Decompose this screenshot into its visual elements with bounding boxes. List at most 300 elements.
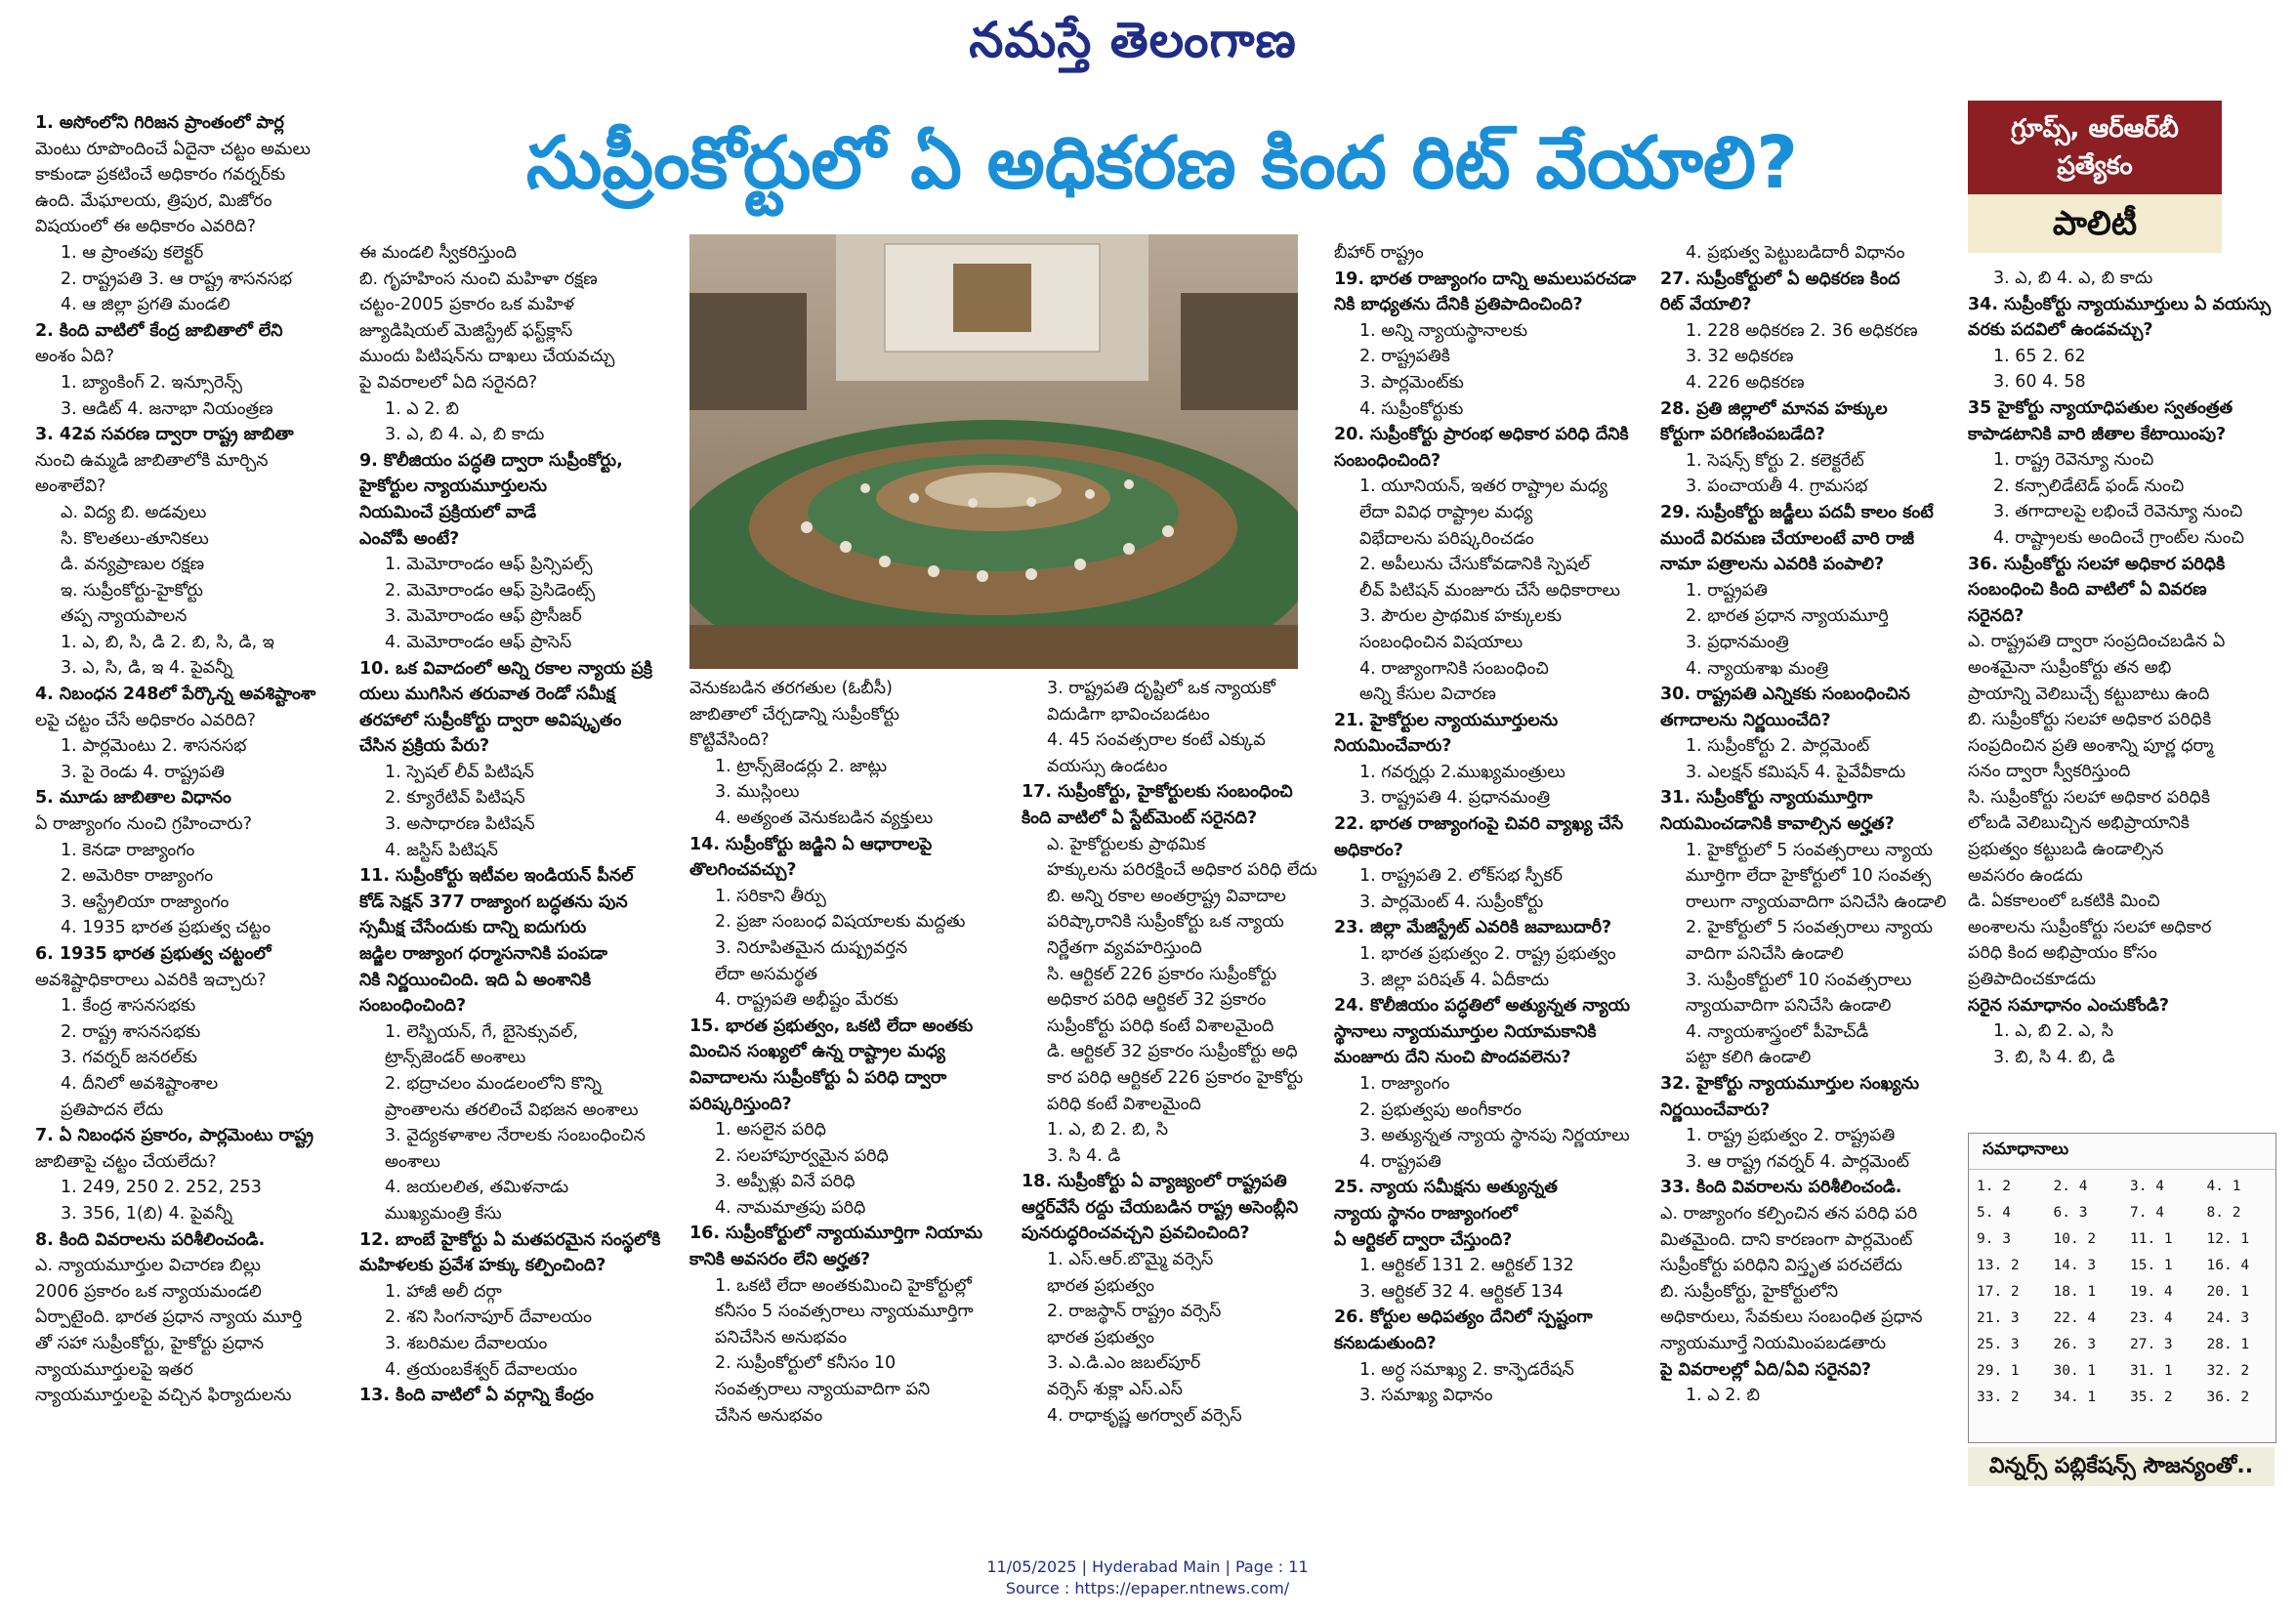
answer-option: 1. ఆర్టికల్ 131 2. ఆర్టికల్ 132 [1359,1256,1574,1276]
question-text: 11. సుప్రీంకోర్టు ఇటీవల ఇండియన్ పీనల్ [359,866,634,887]
answer-option: 2. క్యూరేటివ్ పిటిషన్ [385,788,525,809]
answer-cell: 5. 4 [1977,1205,2011,1221]
answer-option: భారత ప్రభుత్వం [1047,1327,1154,1348]
question-text: ఆర్డర్‌వేసే రద్దు చేయబడిన రాష్ట్ర అసెంబ్లీని [1022,1197,1299,1218]
question-text: తొలగించవచ్చు? [689,860,797,881]
question-body: ఎ. రాష్ట్రపతి ద్వారా సంప్రదించబడిన ఏ [1968,632,2226,652]
question-text: 22. భారత రాజ్యాంగంపై చివరి వ్యాఖ్య చేసే [1334,814,1624,835]
question-text: ఎంవోపీ అంటే? [359,528,460,549]
answer-option: 3. 32 అధికరణ [1686,347,1794,367]
answer-cell: 26. 3 [2053,1337,2097,1352]
answer-option: 4. జయలలిత, తమిళనాడు [385,1178,569,1198]
answer-option: 3. అసాధారణ పిటిషన్ [385,814,535,835]
answer-option: 2. అమెరికా రాజ్యాంగం [61,866,214,887]
answer-cell: 1. 2 [1977,1179,2011,1194]
answer-option: 3. ముస్లింలు [715,782,800,803]
answer-option: 1. అర్ధ సమాఖ్య 2. కాన్ఫెడరేషన్ [1359,1359,1574,1380]
answer-option: 3. ఆడిట్ 4. జనాభా నియంత్రణ [61,398,273,419]
answer-option: 4. రాష్ట్రపతి అభీష్టం మేరకు [715,990,898,1011]
question-text: నియమించడానికి కావాల్సిన అర్హత? [1660,814,1895,835]
answer-option: సుప్రీంకోర్టు పరిధి కంటే విశాలమైంది [1047,1016,1274,1036]
answer-option: 1. గవర్నర్లు 2.ముఖ్యమంత్రులు [1359,762,1565,782]
answer-option: 1. భారత ప్రభుత్వం 2. రాష్ట్ర ప్రభుత్వం [1359,944,1616,965]
question-text: 29. సుప్రీంకోర్టు జడ్జీలు పదవీ కాలం కంటే [1660,502,1934,522]
question-body: బి. సుప్రీంకోర్టు, హైకోర్టులోని [1660,1281,1838,1302]
question-text: వివాదాలను సుప్రీంకోర్టు ఏ పరిధి ద్వారా [689,1067,947,1088]
answer-cell: 6. 3 [2053,1205,2088,1221]
answer-option: 1. రాష్ట్ర ప్రభుత్వం 2. రాష్ట్రపతి [1686,1126,1896,1146]
question-text: 27. సుప్రీంకోర్టులో ఏ అధికరణ కింద [1660,269,1900,289]
answer-option: 1. రాజ్యాంగం [1359,1074,1450,1094]
answer-option: 1. కేంద్ర శాసనసభకు [61,996,196,1016]
parliament-hall-photo [689,234,1298,669]
answer-cell: 29. 1 [1977,1363,2020,1379]
question-body: అంశాలను సుప్రీంకోర్టు సలహా అధికార [1968,917,2212,937]
answer-option: పరిధి కంటే విశాలమైంది [1047,1094,1201,1114]
question-body: తో సహా సుప్రీంకోర్టు, హైకోర్టు ప్రధాన [35,1333,265,1353]
question-body: వెనుకబడిన తరగతుల (ఓబీసీ) [689,679,893,698]
answer-key-box [1968,1133,2276,1443]
question-text: 28. ప్రతి జిల్లాలో మానవ హక్కుల [1660,398,1888,419]
answer-cell: 20. 1 [2206,1284,2250,1300]
question-text: మహిళలకు ప్రవేశ హక్కు కల్పించింది? [359,1256,606,1276]
answer-option: ముఖ్యమంత్రి కేసు [385,1203,502,1224]
question-text: 7. ఏ నిబంధన ప్రకారం, పార్లమెంటు రాష్ట్ర [35,1126,313,1146]
question-text: చేసిన ప్రక్రియ పేరు? [359,736,490,757]
answer-option: 4. జస్టిస్ పిటిషన్ [385,840,498,860]
answer-option: 3. సమాఖ్య విధానం [1359,1386,1493,1406]
question-body: సి. సుప్రీంకోర్టు సలహా అధికార పరిధికి [1968,787,2210,808]
question-text: సంబంధించింది? [359,996,467,1016]
answer-option: 3. ప్రధానమంత్రి [1686,632,1789,652]
answer-option: 1. స్పెషల్ లీవ్ పిటిషన్ [385,762,534,782]
question-text: 9. కొలీజియం పద్ధతి ద్వారా సుప్రీంకోర్టు, [359,450,623,471]
question-text: నియమించే ప్రక్రియలో వాడే [359,502,537,522]
answer-option: 3. మెమోరాండం ఆఫ్ ప్రొసీజర్ [385,606,582,627]
answer-option: ఎ. హైకోర్టులకు ప్రాథమిక [1047,834,1206,854]
answer-option: లేదా వివిధ రాష్ట్రాల మధ్య [1359,502,1533,522]
answer-option: 2. రాజస్థాన్ రాష్ట్రం వర్సెస్ [1047,1302,1222,1322]
answer-option: అన్ని కేసుల విచారణ [1359,685,1496,705]
answer-option: 2. సుప్రీంకోర్టులో కనీసం 10 [715,1353,897,1374]
answer-option: 4. ఆ జిల్లా ప్రగతి మండలి [61,295,230,315]
answer-option: విదుడిగా భావించబడటం [1047,704,1210,725]
publisher-credit: విన్నర్స్ పబ్లికేషన్స్ సౌజన్యంతో.. [1968,1447,2275,1486]
answer-option: 2. మెమోరాండం ఆఫ్ ప్రెసిడెంట్స్ [385,580,596,601]
answer-row [1969,1174,2275,1200]
answer-option: న్యాయవాదిగా పనిచేసి ఉండాలి [1686,996,1892,1016]
answer-option: 4. నామమాత్రపు పరిధి [715,1197,866,1218]
question-text: 33. కింది వివరాలను పరిశీలించండి. [1660,1178,1902,1198]
answer-option: 2. ప్రజా సంబంధ విషయాలకు మద్దతు [715,912,966,933]
answer-option: 3. ఎలక్షన్ కమిషన్ 4. పైవేవీకాదు [1686,762,1906,782]
question-text: 24. కొలీజియం పద్ధతిలో అత్యున్నత న్యాయ [1334,996,1631,1016]
answer-cell: 8. 2 [2206,1205,2241,1221]
answer-cell: 23. 4 [2130,1310,2173,1326]
answer-option: 4. న్యాయశాస్త్రంలో పీహెచ్‌డీ [1686,1021,1869,1042]
answer-option: 3. అప్పీళ్లు వినే పరిధి [715,1172,856,1192]
question-text: హైకోర్టుల న్యాయమూర్తులను [359,477,548,497]
question-body: పై వివరాలలో ఏది సరైనది? [359,372,538,393]
answer-option: 1. లెస్బియన్, గే, బైసెక్సువల్, [385,1021,579,1042]
question-text: 16. సుప్రీంకోర్టులో న్యాయమూర్తిగా నియామ [689,1224,982,1244]
answer-option: 1. హైకోర్టులో 5 సంవత్సరాలు న్యాయ [1686,840,1934,860]
question-body: ఏ రాజ్యాంగం నుంచి గ్రహించారు? [35,814,253,835]
answer-option: 3. అత్యున్నత న్యాయ స్థానపు నిర్ణయాలు [1359,1126,1630,1146]
answer-cell: 2. 4 [2053,1179,2088,1194]
question-text: 31. సుప్రీంకోర్టు న్యాయమూర్తిగా [1660,788,1873,809]
question-body: లపై చట్టం చేసే అధికారం ఎవరిది? [35,710,257,730]
question-text: 14. సుప్రీంకోర్టు జడ్జిని ఏ ఆధారాలపై [689,834,933,854]
answer-row [1969,1385,2275,1411]
answer-cell: 19. 4 [2130,1284,2173,1300]
question-text: 1. అసోంలోని గిరిజన ప్రాంతంలో పార్ల [35,113,284,133]
question-text: ఏ ఆర్టికల్ ద్వారా చేస్తుంది? [1334,1229,1513,1250]
answer-option: 1. కెనడా రాజ్యాంగం [61,840,195,860]
answer-option: నిర్ణేతగా వ్యవహరిస్తుంది [1047,937,1202,958]
answer-option: ట్రాన్స్‌జెండర్ అంశాలు [385,1048,526,1068]
answer-cell: 9. 3 [1977,1231,2011,1247]
question-body: కొట్టివేసింది? [689,730,770,751]
answer-option: 2. రాష్ట్రపతి 3. ఆ రాష్ట్ర శాసనసభ [61,269,293,289]
answer-option: 1. అన్ని న్యాయస్థానాలకు [1359,320,1528,341]
question-text: 34. సుప్రీంకోర్టు న్యాయమూర్తులు ఏ వయస్సు [1968,294,2272,314]
question-body: ఎ. న్యాయమూర్తుల విచారణ బిల్లు [35,1256,261,1276]
question-text: 3. 42వ సవరణ ద్వారా రాష్ట్ర జాబితా [35,425,294,445]
answer-option: 1. ఎ, బి, సి, డి 2. బి, సి, డి, ఇ [61,632,274,652]
answer-option: 4. రాధాకృష్ణ అగర్వాల్ వర్సెస్ [1047,1405,1242,1426]
question-body: పరిధి కింద అభిప్రాయం కోసం [1968,943,2157,964]
answer-cell: 12. 1 [2206,1231,2250,1247]
answer-row [1969,1253,2275,1279]
question-body: అధికారులు, సేవకులు సంబంధిత ప్రధాన [1660,1307,1923,1328]
answer-option: 4. ప్రభుత్వ పెట్టుబడిదారీ విధానం [1686,243,1905,263]
answer-cell: 11. 1 [2130,1231,2173,1247]
question-text: సరైనది? [1968,605,2025,626]
answer-option: సంవత్సరాలు న్యాయవాదిగా పని [715,1380,931,1400]
answer-option: 4. అత్యంత వెనుకబడిన వ్యక్తులు [715,808,934,828]
answer-row [1969,1226,2275,1253]
answer-option: 3. రాష్ట్రపతి 4. ప్రధానమంత్రి [1359,788,1551,809]
answer-option: 4. రాష్ట్రాలకు అందించే గ్రాంట్‌ల నుంచి [1993,527,2244,548]
answer-option: 1. బ్యాంకింగ్ 2. ఇన్సూరెన్స్ [61,372,242,393]
answer-option: అధికార పరిధి ఆర్టికల్ 32 ప్రకారం [1047,990,1267,1011]
answer-cell: 33. 2 [1977,1390,2020,1405]
question-text: మంజూరు దేని నుంచి పొందవలెను? [1334,1048,1571,1068]
answer-option: 4. సుప్రీంకోర్టుకు [1359,398,1464,419]
answer-option: 3. ఎ.డి.ఎం జబల్‌పూర్ [1047,1353,1201,1374]
answer-option: విభేదాలను పరిష్కరించడం [1359,528,1534,549]
question-body: సనం ద్వారా స్వీకరిస్తుంది [1968,762,2131,782]
answer-option: రాలుగా న్యాయవాదిగా పనిచేసి ఉండాలి [1686,892,1947,912]
answer-option: 1. సరికాని తీర్పు [715,886,826,906]
question-text: యలు ముగిసిన తరువాత రెండో సమీక్ష [359,685,615,705]
question-body: న్యాయమూర్తే నియమింపబడతారు [1660,1333,1887,1353]
answer-option: 4. మెమోరాండం ఆఫ్ ప్రాసెస్ [385,632,572,652]
subject-label: పాలిటీ [1968,194,2222,253]
question-column-3 [689,676,1022,1486]
answer-cell: 13. 2 [1977,1258,2020,1273]
question-text: 2. కింది వాటిలో కేంద్ర జాబితాలో లేని [35,320,283,341]
question-text: 20. సుప్రీంకోర్టు ప్రారంభ అధికార పరిధి దేనికి [1334,425,1629,445]
answer-option: మూర్తిగా లేదా హైకోర్టులో 10 సంవత్స [1686,866,1932,887]
answer-option: 2. రాష్ట్రపతికి [1359,347,1450,367]
question-body: అవసరం ఉండదు [1968,865,2083,886]
answer-option: 1. రాష్ట్రపతి 2. లోక్‌సభ స్పీకర్ [1359,866,1563,887]
question-body: నుంచి ఉమ్మడి జాబితాలోకి మార్చిన [35,450,269,471]
answer-option: 3. గవర్నర్ జనరల్‌కు [61,1048,197,1068]
answer-cell: 24. 3 [2206,1310,2250,1326]
answer-option: 1. ఎ, బి 2. బి, సి [1047,1120,1169,1141]
question-body: జ్యూడిషియల్ మెజిస్ట్రేట్ ఫస్ట్‌క్లాస్ [359,320,573,341]
answer-option: 3. ఆ రాష్ట్ర గవర్నర్ 4. పార్లమెంట్ [1686,1151,1910,1172]
answer-option: 1. ఒకటి లేదా అంతకుమించి హైకోర్టుల్లో [715,1275,972,1296]
question-text: 15. భారత ప్రభుత్వం, ఒకటి లేదా అంతకు [689,1016,974,1036]
answer-option: పరిష్కారానికి సుప్రీంకోర్టు ఒక న్యాయ [1047,912,1284,933]
answer-option: 2. భారత ప్రధాన న్యాయమూర్తి [1686,606,1889,627]
answer-option: 3. సుప్రీంకోర్టులో 10 సంవత్సరాలు [1686,970,1912,990]
question-body: జాబితాపై చట్టం చేయలేదు? [35,1151,217,1172]
question-text: 13. కింది వాటిలో ఏ వర్గాన్ని కేంద్రం [359,1386,594,1406]
newspaper-masthead: నమస్తే తెలంగాణ [969,11,1297,68]
answer-option: ప్రాంతాలను తరలించే విభజన అంశాలు [385,1099,639,1120]
answer-option: 2. భద్రాచలం మండలంలోని కొన్ని [385,1074,603,1094]
answer-option: 4. రాష్ట్రపతి [1359,1151,1441,1172]
answer-option: తప్ప న్యాయపాలన [61,606,188,627]
answer-option: 3. శబరిమల దేవాలయం [385,1333,548,1353]
answer-option: 1. మెమోరాండం ఆఫ్ ప్రిన్సిపల్స్ [385,555,593,575]
answer-option: 3. పౌరుల ప్రాథమిక హక్కులకు [1359,606,1563,627]
question-text: మించిన సంఖ్యలో ఉన్న రాష్ట్రాల మధ్య [689,1042,945,1062]
answer-option: 2. సలహాపూర్వమైన పరిధి [715,1145,889,1166]
question-text: 25. న్యాయ సమీక్షను అత్యున్నత [1334,1178,1558,1198]
question-text: 21. హైకోర్టుల న్యాయమూర్తులను [1334,710,1559,730]
question-text: పై వివరాలల్లో ఏది/ఏవి సరైనవి? [1660,1359,1872,1380]
answer-option: 3. ఆస్ట్రేలియా రాజ్యాంగం [61,892,230,912]
answer-cell: 10. 2 [2053,1231,2097,1247]
question-text: పునరుద్ధరించవచ్చని ప్రవచించింది? [1022,1224,1250,1244]
question-text: స్థానాలు న్యాయమూర్తుల నియామకానికి [1334,1021,1597,1042]
question-text: 18. సుప్రీంకోర్టు ఏ వ్యాజ్యంలో రాష్ట్రపతి [1022,1172,1287,1192]
question-body: సంప్రదించిన ప్రతి అంశాన్ని పూర్ణ ధర్మా [1968,735,2214,756]
answer-option: 2. హైకోర్టులో 5 సంవత్సరాలు న్యాయ [1686,918,1934,938]
question-column-6 [1660,240,1963,1485]
answer-option: 4. త్రయంబకేశ్వర్ దేవాలయం [385,1359,578,1380]
question-text: న్యాయ స్థానం రాజ్యాంగంలో [1334,1203,1518,1224]
answer-option: 3. పై రెండు 4. రాష్ట్రపతి [61,762,225,782]
question-body: మితమైంది. దాని కారణంగా పార్లమెంట్ [1660,1229,1913,1250]
question-text: 36. సుప్రీంకోర్టు సలహా అధికార పరిధికి [1968,554,2226,574]
answer-option: 1. హాజీ అలీ దర్గా [385,1281,502,1302]
answer-option: 1. యూనియన్, ఇతర రాష్ట్రాల మధ్య [1359,477,1608,497]
answer-option: పనిచేసిన అనుభవం [715,1327,847,1348]
question-body: అంశాలేవి? [35,477,106,497]
question-body: అవశిష్టాధికారాలు ఎవరికి ఇచ్చారు? [35,970,267,990]
question-text: 35 హైకోర్టు న్యాయాధిపతుల స్వతంత్రత [1968,397,2233,418]
question-text: 32. హైకోర్టు న్యాయమూర్తుల సంఖ్యను [1660,1074,1920,1094]
answer-cell: 7. 4 [2130,1205,2164,1221]
answer-option: 1. 228 అధికరణ 2. 36 అధికరణ [1686,320,1918,341]
question-text: ముందే విరమణ చేయాలంటే వారి రాజీ [1660,528,1915,549]
question-text: 23. జిల్లా మేజిస్ట్రేట్ ఎవరికి జవాబుదారీ? [1334,918,1612,938]
answer-option: బి. అన్ని రకాల అంతర్రాష్ట్ర వివాదాల [1047,886,1286,906]
answer-option: సి. ఆర్టికల్ 226 ప్రకారం సుప్రీంకోర్టు [1047,964,1277,984]
question-text: 10. ఒక వివాదంలో అన్ని రకాల న్యాయ ప్రక్రి [359,658,652,679]
answer-option: అంశాలు [385,1151,440,1172]
question-text: స్సమీక్ష చేసేందుకు దాన్ని ఐదుగురు [359,918,587,938]
answer-option: 4. రాజ్యాంగానికి సంబంధించి [1359,658,1549,679]
question-body: అంశమైనా సుప్రీంకోర్టు తన అభి [1968,657,2172,678]
question-column-1 [35,110,350,1482]
question-text: 4. నిబంధన 248లో పేర్కొన్న అవశిష్టాంశా [35,685,316,705]
answer-option: ఇ. సుప్రీంకోర్టు-హైకోర్టు [61,580,203,601]
answer-option: వయస్సు ఉండటం [1047,756,1168,776]
footer-source: Source : https://epaper.ntnews.com/ [1005,1579,1290,1597]
answer-cell: 21. 3 [1977,1310,2020,1326]
question-body: డి. ఏకకాలంలో ఒకటికి మించి [1968,892,2160,912]
question-body: న్యాయమూర్తులపై వచ్చిన ఫిర్యాదులను [35,1386,292,1406]
question-text: 17. సుప్రీంకోర్టు, హైకోర్టులకు సంబంధించి [1022,782,1293,803]
question-body: జాబితాలో చేర్చడాన్ని సుప్రీంకోర్టు [689,704,899,725]
question-text: నామా పత్రాలను ఎవరికి పంపాలి? [1660,555,1885,575]
question-text: తరహాలో సుప్రీంకోర్టు ద్వారా అవిష్కృతం [359,710,622,730]
answer-cell: 17. 2 [1977,1284,2020,1300]
answer-cell: 3. 4 [2130,1179,2164,1194]
question-body: 2006 ప్రకారం ఒక న్యాయమండలి [35,1281,262,1302]
answer-option: 3. జిల్లా పరిషత్ 4. ఏదీకాదు [1359,970,1550,990]
question-body: మెంటు రూపొందించే ఏదైనా చట్టం అమలు [35,139,311,159]
answer-option: హక్కులను పరిరక్షించే అధికార పరిధి లేదు [1047,860,1317,881]
answer-option: 2. శని సింగనాపూర్ దేవాలయం [385,1307,593,1328]
question-text: 19. భారత రాజ్యాంగం దాన్ని అమలుపరచడా [1334,269,1637,289]
question-column-4 [1022,676,1324,1486]
footer-date-edition: 11/05/2025 | Hyderabad Main | Page : 11 [986,1557,1309,1576]
answer-cell: 22. 4 [2053,1310,2097,1326]
answer-option: 3. ఎ, సి, డి, ఇ 4. పైవన్నీ [61,658,233,679]
answer-option: కార పరిధి ఆర్టికల్ 226 ప్రకారం హైకోర్టు [1047,1067,1304,1088]
answer-key-table [1969,1174,2275,1411]
answer-row [1969,1358,2275,1385]
question-column-7 [1968,266,2280,1125]
question-body: ప్రాయాన్ని వెలిబుచ్చే కట్టుబాటు ఉంది [1968,684,2210,704]
answer-option: లేదా అసమర్థత [715,964,817,984]
answer-option: 1. ఎ 2. బి [1686,1386,1761,1406]
question-text: తగాదాలను నిర్ణయించేది? [1660,710,1831,730]
answer-option: 3. 356, 1(బి) 4. పైవన్నీ [61,1203,233,1224]
question-text: కాపాడటానికి వారి జీతాల కేటాయింపు? [1968,424,2227,444]
answer-option: సంబంధించిన విషయాలు [1359,632,1524,652]
answer-option: 4. దీనిలో అవశిష్టాంశాల [61,1073,219,1094]
answer-option: కనీసం 5 సంవత్సరాలు న్యాయమూర్తిగా [715,1302,974,1322]
question-text: 5. మూడు జాబితాల విధానం [35,788,231,809]
answer-option: 4. న్యాయశాఖ మంత్రి [1686,658,1829,679]
question-text: నిర్ణయించేవారు? [1660,1099,1771,1120]
answer-option: 3. ఎ, బి 4. ఎ, బి కాదు [385,425,545,445]
answer-cell: 14. 3 [2053,1258,2097,1273]
answer-option: 2. ప్రభుత్వపు అంగీకారం [1359,1099,1522,1120]
answer-option: 3. 60 4. 58 [1993,372,2086,393]
question-body: విషయంలో ఈ అధికారం ఎవరిది? [35,217,257,237]
answer-option: 2. అపీలును చేసుకోవడానికి స్పెషల్ [1359,555,1591,575]
question-text: వరకు పదవిలో ఉండవచ్చు? [1968,320,2153,341]
answer-cell: 28. 1 [2206,1337,2250,1352]
answer-cell: 31. 1 [2130,1363,2173,1379]
answer-cell: 16. 4 [2206,1258,2250,1273]
question-text: కోడ్ సెక్షన్ 377 రాజ్యాంగ బద్ధతను పున [359,892,628,912]
question-body: లోబడి వెలిబుచ్చిన అభిప్రాయానికి [1968,813,2190,834]
question-text: 6. 1935 భారత ప్రభుత్వ చట్టంలో [35,944,271,964]
section-tag: గ్రూప్స్, ఆర్ఆర్‌బీ ప్రత్యేకం [1968,101,2222,194]
answer-option: 1. 65 2. 62 [1993,346,2086,366]
assembly-hall-illustration [689,234,1298,669]
question-text: సరైన సమాధానం ఎంచుకోండి? [1968,995,2170,1016]
answer-option: 4. 45 సంవత్సరాల కంటే ఎక్కువ [1047,730,1266,751]
question-text: కోర్టుగా పరిగణింపబడేది? [1660,425,1825,445]
answer-option: సి. కొలతలు-తూనికలు [61,528,209,549]
question-text: 12. బాంబే హైకోర్టు ఏ మతపరమైన సంస్థలోకి [359,1229,661,1250]
answer-cell: 18. 1 [2053,1284,2097,1300]
answer-option: 3. బి, సి 4. బి, డి [1993,1047,2115,1067]
answer-option: 1. ట్రాన్స్‌జెండర్లు 2. జాట్లు [715,756,888,776]
answer-option: చేసిన అనుభవం [715,1405,823,1426]
question-body: ప్రభుత్వం కట్టుబడి ఉండాల్సిన [1968,840,2164,860]
answer-row [1969,1332,2275,1358]
answer-option: 3. ఆర్టికల్ 32 4. ఆర్టికల్ 134 [1359,1281,1564,1302]
answer-option: ప్రతిపాదన లేదు [61,1099,164,1120]
question-body: ఎ. రాజ్యాంగం కల్పించిన తన పరిధి పరి [1660,1203,1918,1224]
answer-option: 1. సుప్రీంకోర్టు 2. పార్లమెంట్ [1686,736,1870,757]
question-text: 8. కింది వివరాలను పరిశీలించండి. [35,1229,266,1250]
answer-row [1969,1306,2275,1332]
answer-option: 1. సెషన్స్ కోర్టు 2. కలెక్టరేట్ [1686,450,1864,471]
answer-row [1969,1279,2275,1306]
question-text: సంబంధించింది? [1334,450,1441,471]
answer-option: 2. కన్సాలిడేటెడ్ ఫండ్ నుంచి [1993,476,2185,496]
question-text: నికి నిర్ణయించింది. ఇది ఏ అంశానికి [359,970,592,990]
answer-option: డి. వన్యప్రాణుల రక్షణ [61,555,205,575]
page-footer [879,1556,1416,1599]
answer-cell: 36. 2 [2206,1390,2250,1405]
question-body: బి. గృహహింస నుంచి మహిళా రక్షణ [359,269,598,289]
question-text: జడ్జిల రాజ్యాంగ ధర్మాసనానికి పంపడా [359,944,607,965]
question-body: చట్టం-2005 ప్రకారం ఒక మహిళ [359,295,575,315]
question-body: బీహార్ రాష్ట్రం [1334,243,1424,263]
answer-option: 1. 249, 250 2. 252, 253 [61,1178,262,1198]
answer-cell: 27. 3 [2130,1337,2173,1352]
question-text: కనబడుతుంది? [1334,1333,1437,1353]
question-body: ముందు పిటిషన్‌ను దాఖలు చేయవచ్చు [359,347,615,367]
answer-cell: 34. 1 [2053,1390,2097,1405]
answer-cell: 25. 3 [1977,1337,2020,1352]
question-body: అంశం ఏది? [35,347,115,367]
answer-option: లీవ్ పిటిషన్ మంజూరు చేసే అధికారాలు [1359,580,1621,601]
answer-option: 3. తగాదాలపై లభించే రెవెన్యూ నుంచి [1993,502,2243,522]
answer-option: 4. 1935 భారత ప్రభుత్వ చట్టం [61,918,271,938]
answer-row [1969,1200,2275,1226]
answer-option: పట్టా కలిగి ఉండాలి [1686,1048,1812,1068]
question-body: ఉంది. మేఘాలయ, త్రిపుర, మిజోరం [35,190,272,211]
answer-option: 3. పార్లమెంట్‌కు [1359,372,1464,393]
answer-option: 4. 226 అధికరణ [1686,372,1805,393]
question-body: బి. సుప్రీంకోర్టు సలహా అధికార పరిధికి [1968,710,2212,730]
question-body: సుప్రీంకోర్టు పరిధిని విస్తృత పరచలేదు [1660,1256,1902,1276]
question-text: నికి బాధ్యతను దేనికి ప్రతిపాదించింది? [1334,295,1583,315]
question-text: 26. కోర్టుల అధిపత్యం దేనిలో స్పష్టంగా [1334,1307,1593,1328]
question-text: పరిష్కరిస్తుంది? [689,1094,792,1114]
question-text: 30. రాష్ట్రపతి ఎన్నికకు సంబంధించిన [1660,685,1910,705]
question-text: కానికి అవసరం లేని అర్హత? [689,1250,871,1270]
question-text: అధికారం? [1334,840,1403,860]
